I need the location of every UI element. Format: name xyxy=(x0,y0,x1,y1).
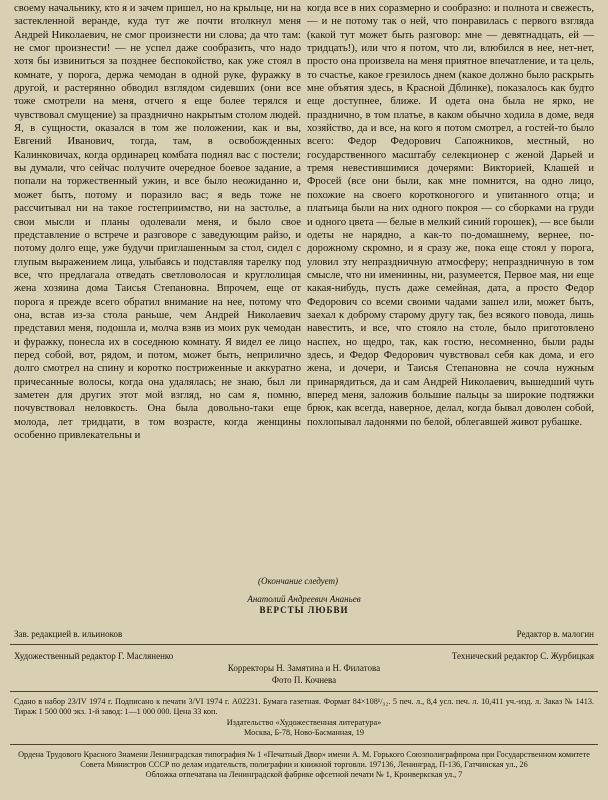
editor-right: Редактор в. малогин xyxy=(516,629,594,639)
publisher-name: Издательство «Художественная литература» xyxy=(226,717,382,727)
photo-credit: Фото П. Кочнева xyxy=(271,675,337,685)
publisher-address: Москва, Б-78, Ново-Басманная, 19 xyxy=(244,728,364,738)
correctors: Корректоры Н. Замятина и Н. Филатова xyxy=(227,663,381,673)
divider xyxy=(10,744,598,745)
left-column-text: своему начальнику, кто я и зачем пришел, но на крыльце, ни на застекленной веранде, куда тут же почти втолкнул меня Андрей Николаевич, не смог произнести ни слова; да что там: не смог произнести! — не успел даже сообразить, что надо хотя бы извиниться за позднее беспокойство, как уже стоял в комнате, у порога, держа чемодан в одной руке, фуражку в другой, и растерянно обводил взглядом сидевших (они все тоже смотрели на меня, отчего я еще более терялся и чувствовал смущение) за празднично накрытым столом людей. Я, в сущности, оказался в том же положении, как и вы, Евгений Иванович, тогда, там, в освобожденных Калинковичах, когда ординарец комбата поднял вас с постели; вы думали, что сейчас получите очередное боевое задание, а попали на торжественный ужин, и все было неожиданно и, может быть, потому и поразило вас; я ведь тоже не рассчитывал ни на такое гостеприимство, ни на застолье, а свои мысли и планы одолевали меня, и было свое представление о встрече и разговоре с заведующим райзо, и потому долго еще, уже будучи приглашенным за стол, сидел с глупым выражением лица, улыбаясь и подставляя тарелку под все, что предлагала отведать светловолосая и круглолицая жена хозяина дома Таисья Степановна. Впрочем, еще от порога я прежде всего обратил внимание на нее, потому что она, встав из-за стола раньше, чем Андрей Николаевич представил меня, подошла и, молча взяв из моих рук чемодан и фуражку, понесла их в соседнюю комнату. Я видел ее лицо перед собой, вот, рядом, и потом, может быть, неприлично долго смотрел на спину и коротко постриженные и аккуратно причесанные волосы, когда она удалялась; не знаю, был ли заметен для других этот мой взгляд, но сам я, помню, почувствовал неловкость. Она была довольно-таки еще молода, лет тридцати, в том возрасте, когда женщины особенно привлекательны и xyxy=(14,3,301,441)
divider xyxy=(10,644,598,645)
continuation-note: (Окончание следует) xyxy=(258,576,339,586)
editor-left: Зав. редакцией в. ильиноков xyxy=(14,629,123,639)
printer-info: Ордена Трудового Красного Знамени Ленинградская типография № 1 «Печатный Двор» имени А. М. Горького Союзполиграфпрома при Государственном комитете Совета Министров СССР по делам издательств, полиграфии и книжной торговли. 197136, Ленинград, П-136, Гатчинская ул., 26 xyxy=(18,749,590,770)
book-title: ВЕРСТЫ ЛЮБВИ xyxy=(259,605,349,615)
author-name: Анатолий Андреевич Ананьев xyxy=(247,594,361,604)
credits xyxy=(10,650,598,686)
tech-editor: Технический редактор С. Журбицкая xyxy=(451,651,594,661)
divider xyxy=(10,691,598,692)
cover-info: Обложка отпечатана на Ленинградской фабрике офсетной печати № 1, Кронверкская ул., 7 xyxy=(145,770,463,780)
art-editor: Художественный редактор Г. Масляненко xyxy=(14,651,174,661)
right-column-text: когда все в них соразмерно и сообразно: и полнота и свежесть, — и не потому так о ней, что понравилась с первого взгляда (какой тут может быть разговор: мне — девятнадцать, ей — тридцать!), или что я потом, что ли, влюбился в нее, нет-нет, просто она произвела на меня приятное впечатление, и та цель, то счастье, какое грезилось днем (какое должно было раскрыть мне объятия здесь, в Красной Дблинке), показалось как будто еще доступнее, ближе. И одета она была не ярко, не празднично, в том платье, в каком обычно ходила в доме, ведя хозяйство, да и все, на кого я потом смотрел, а гостей-то было всего: Федор Федорович Сапожников, местный, но государственного масштабу селекционер с женой Дарьей и тремя невестившимися дочерями: Викторией, Клашей и Фросей (все они были, как мне помнится, на одно лицо, похожие на своего коротконогого и упитанного отца; и платьица были на них одного покроя — со сборками на груди и одного цвета — белые в мелкий синий горошек), — все были одеты не нарядно, а как-то по-домашнему, вернее, по-дорожному скромно, и я сразу же, пока еще стоял у порога, уловил эту непраздничную атмосферу; непраздничную в том смысле, что ни именинны, ни, разумеется, Первое мая, ни еще какая-нибудь, пусть даже семейная, дата, а просто Федор Федорович со всеми своими чадами зашел или, может быть, заехал к доброму старому другу так, без всякого повода, лишь навестить, и все, что стояло на столе, было приготовлено наспех, но щедро, так, как гостю, несомненно, были рады здесь, и Федор Федорович чувствовал себя как дома, и его жена, и дочери, и Таисья Степановна не сочла нужным принарядиться, да и сам Андрей Николаевич, вышедший чуть вперед меня, заложив большие пальцы за широкие подтяжки брюк, как всегда, наверное, делал, когда бывал доволен собой, похлопывал ладонями по белой, облегавшей живот рубашке. xyxy=(307,3,594,428)
imprint-block xyxy=(10,594,598,781)
tech-details: Сдано в набор 23/IV 1974 г. Подписано к печати 3/VI 1974 г. А02231. Бумага газетная. Формат 84×108¹/₃₂. 5 печ. л., 8,4 усл. печ. л. 10,411 уч.-изд. л. Заказ № 1413. Тираж 1 500 000 экз. 1-й завод: 1—1 000 000. Цена 33 коп. xyxy=(14,697,594,717)
right-column xyxy=(307,2,594,442)
editors-row xyxy=(10,629,598,639)
text-columns xyxy=(14,2,594,442)
left-column xyxy=(14,2,301,442)
